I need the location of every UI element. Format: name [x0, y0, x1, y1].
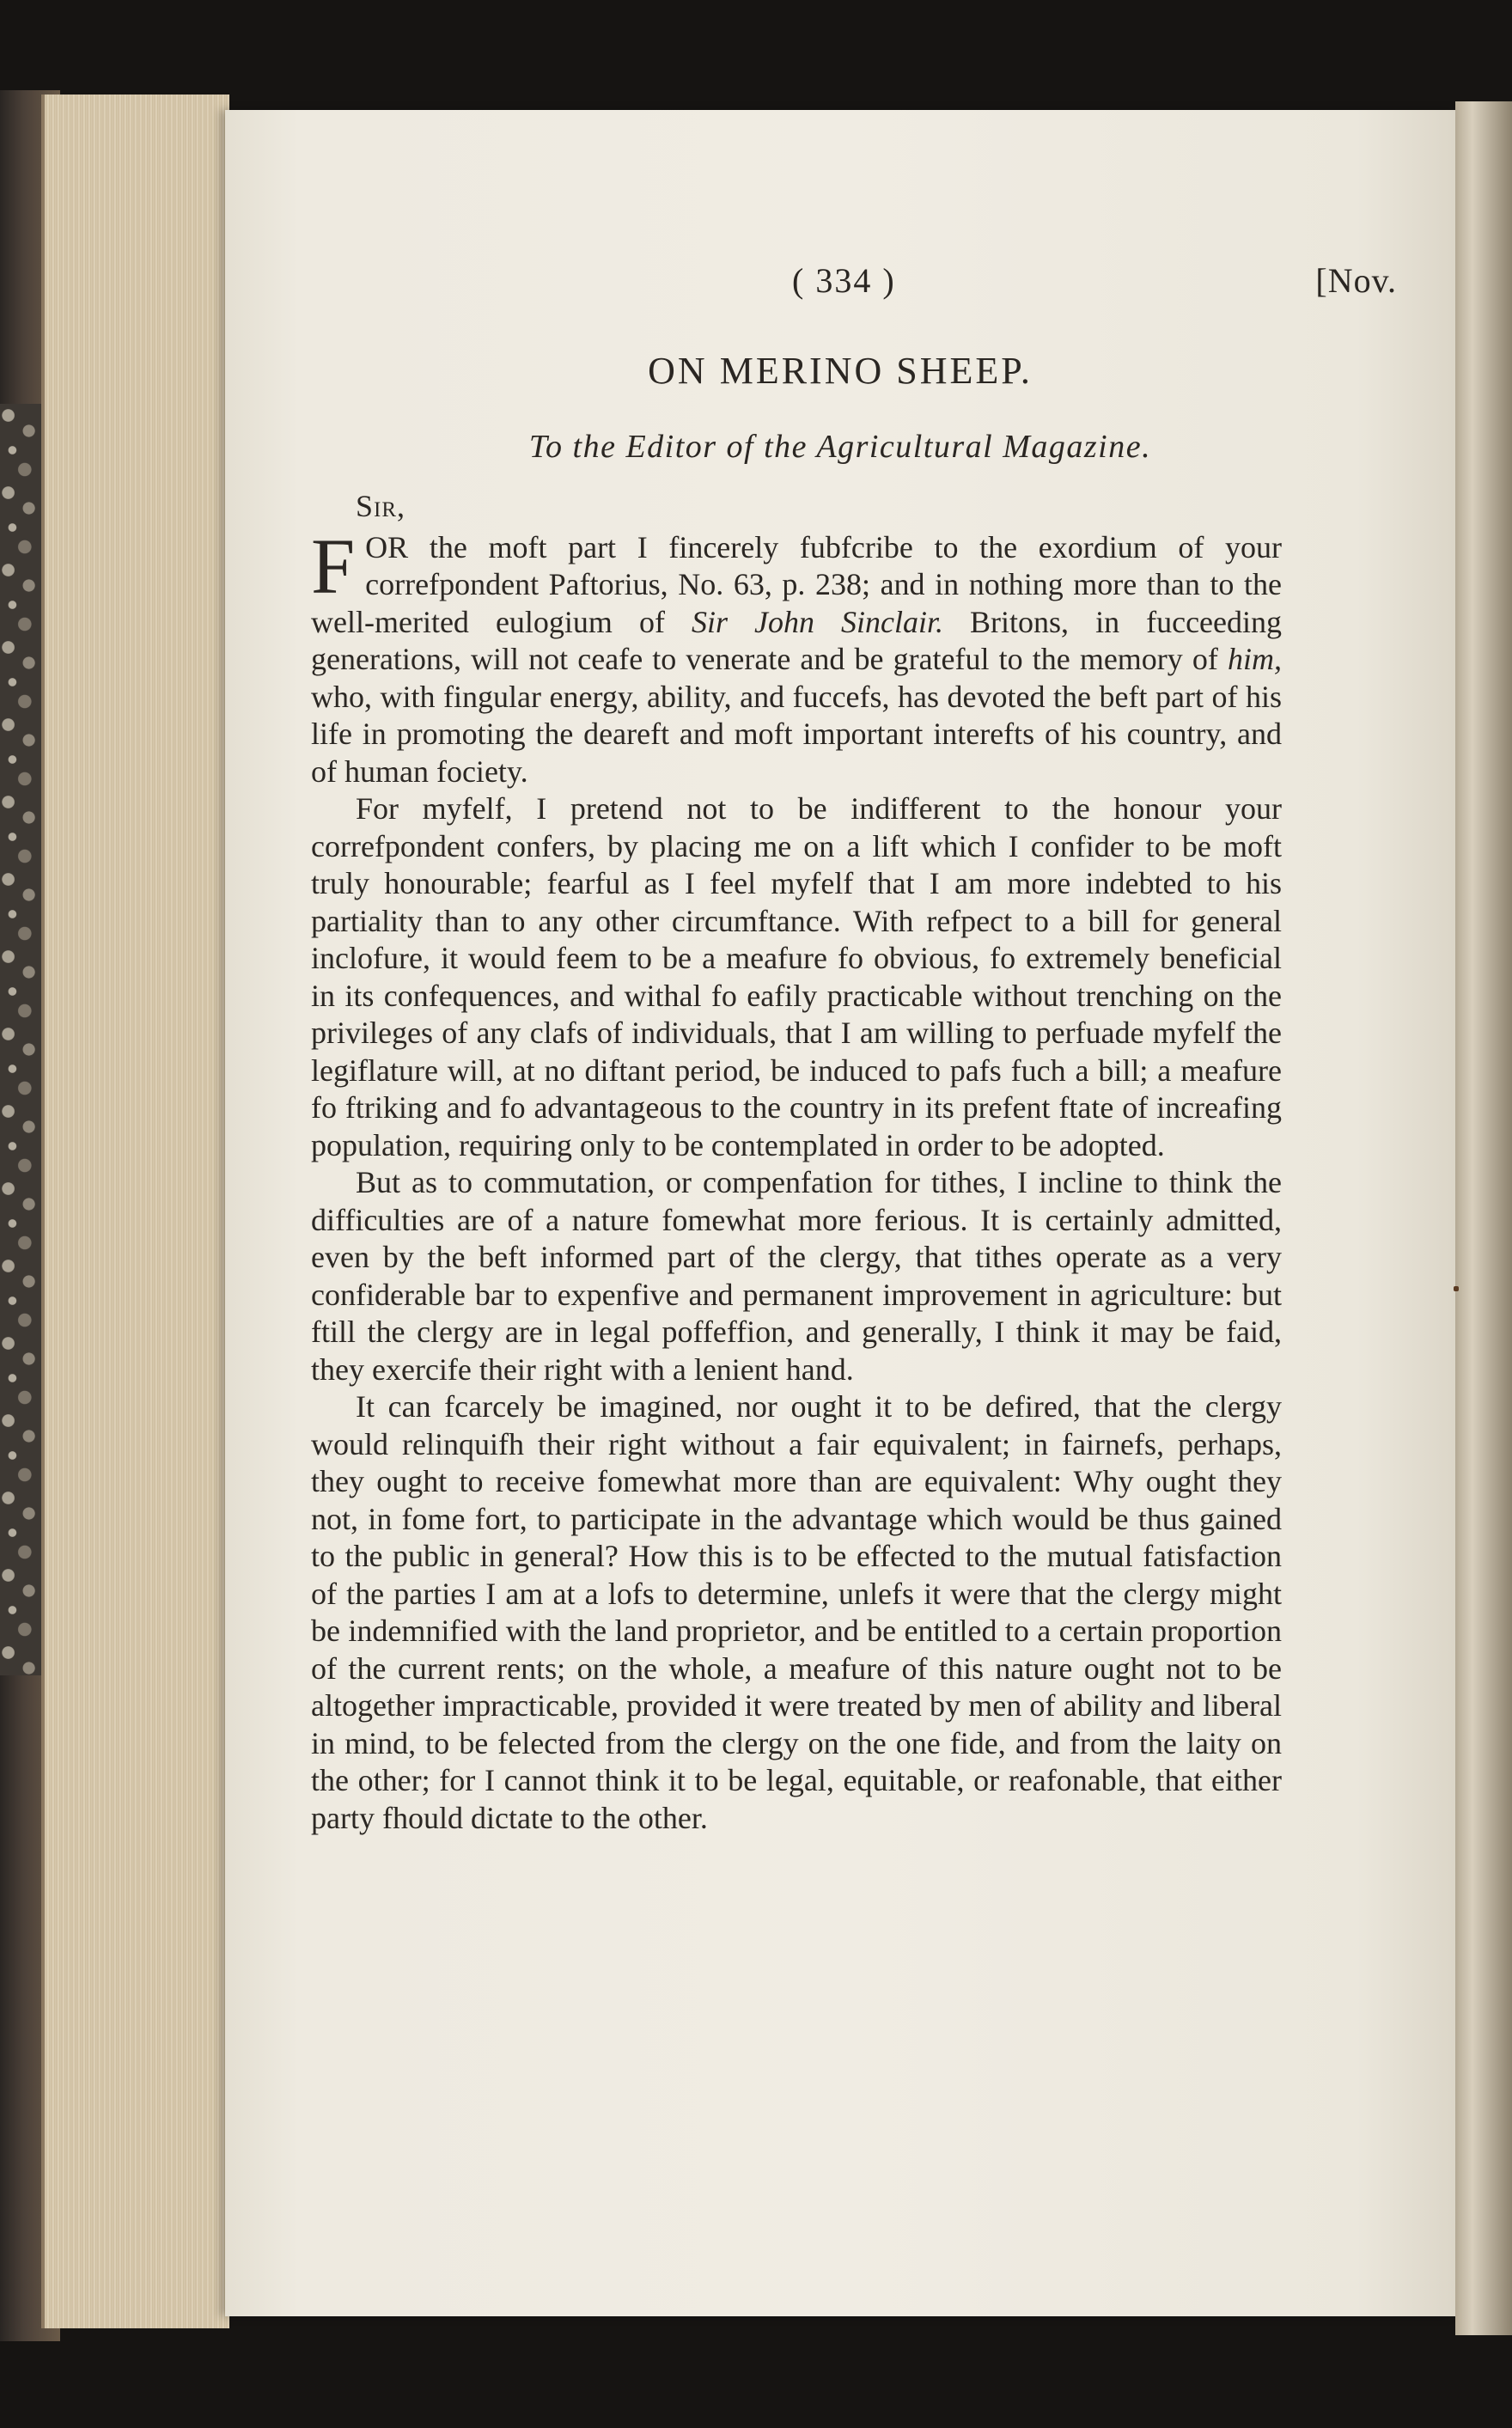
paragraph-4: It can fcarcely be imagined, nor ought it to be defired, that the clergy would relinquifh their right without a fair equivalent; in fairnefs, perhaps, they ought to receive fomewhat more than are equivalent: Why ought they not, in fome fort, to participate in the advantage which would be thus gained to the public in general? How this is to be effected to the mutual fatisfaction of the parties I am at a lofs to determine, unlefs it were that the clergy might be indemnified with the land proprietor, and be entitled to a certain proportion of the current rents; on the whole, a meafure of this nature ought not to be altogether impracticable, provided it were treated by men of ability and liberal in mind, to be felected from the clergy on the one fide, and from the laity on the other; for I cannot think it to be legal, equitable, or reafonable, that either party fhould dictate to the other. — [311, 1389, 1282, 1835]
page-stack-edge — [41, 95, 229, 2328]
article-body — [311, 488, 1282, 1837]
paragraph-3: But as to commutation, or compenfation for tithes, I incline to think the difficulties are of a nature fomewhat more ferious. It is certainly admitted, even by the beft informed part of the clergy, that tithes operate as a very confiderable bar to expenfive and permanent improvement in agriculture: but ftill the clergy are in legal poffeffion, and generally, I think it may be faid, they exercife their right with a lenient hand. — [311, 1165, 1282, 1387]
article-title: ON MERINO SHEEP. — [648, 350, 1033, 392]
paragraph-1 — [311, 522, 1282, 791]
marbled-board — [0, 404, 41, 1675]
page-header — [344, 260, 1430, 312]
facing-page-edge — [1455, 101, 1512, 2335]
paragraph-1-text-a: OR the moft part I fincerely fubfcribe to the exordium of your correfpondent Paftorius, No. 63, p. 238; and in nothing more than to the well-merited eulogium of — [311, 529, 1282, 639]
paragraph-1-name: Sir John Sinclair. — [691, 604, 944, 639]
paragraph-1-him: him, — [1228, 642, 1282, 676]
dedication-line: To the Editor of the Agricultural Magazine. — [528, 429, 1152, 465]
paragraph-2: For myfelf, I pretend not to be indifferent to the honour your correfpondent confers, by placing me on a lift which I confider to be moft truly honourable; fearful as I feel myfelf that I am more indebted to his partiality than to any other circumftance. With refpect to a bill for general inclofure, it would feem to be a meafure fo obvious, fo extremely beneficial in its confequences, and withal fo eafily practicable without trenching on the privileges of any clafs of individuals, that I am willing to perfuade myfelf the legiflature will, at no diftant period, be induced to pafs fuch a bill; a meafure fo ftriking and fo advantageous to the country in its prefent ftate of increafing population, requiring only to be contemplated in order to be adopted. — [311, 791, 1282, 1162]
running-head: [Nov. — [1315, 261, 1397, 300]
paper-speck — [1454, 1286, 1459, 1291]
book-page — [225, 110, 1455, 2316]
salutation: Sir, — [356, 489, 406, 523]
paragraph-1-text-b: Britons, in fucceeding generations, will not ceafe to venerate and be grateful to the memory of — [311, 604, 1282, 676]
paragraph-1-text-c: who, with fingular energy, ability, and fuccefs, has devoted the beft part of his life in promoting the deareft and moft important interefts of his country, and of human fociety. — [311, 679, 1282, 789]
page-number: ( 334 ) — [792, 261, 896, 300]
drop-cap: F — [311, 522, 356, 610]
